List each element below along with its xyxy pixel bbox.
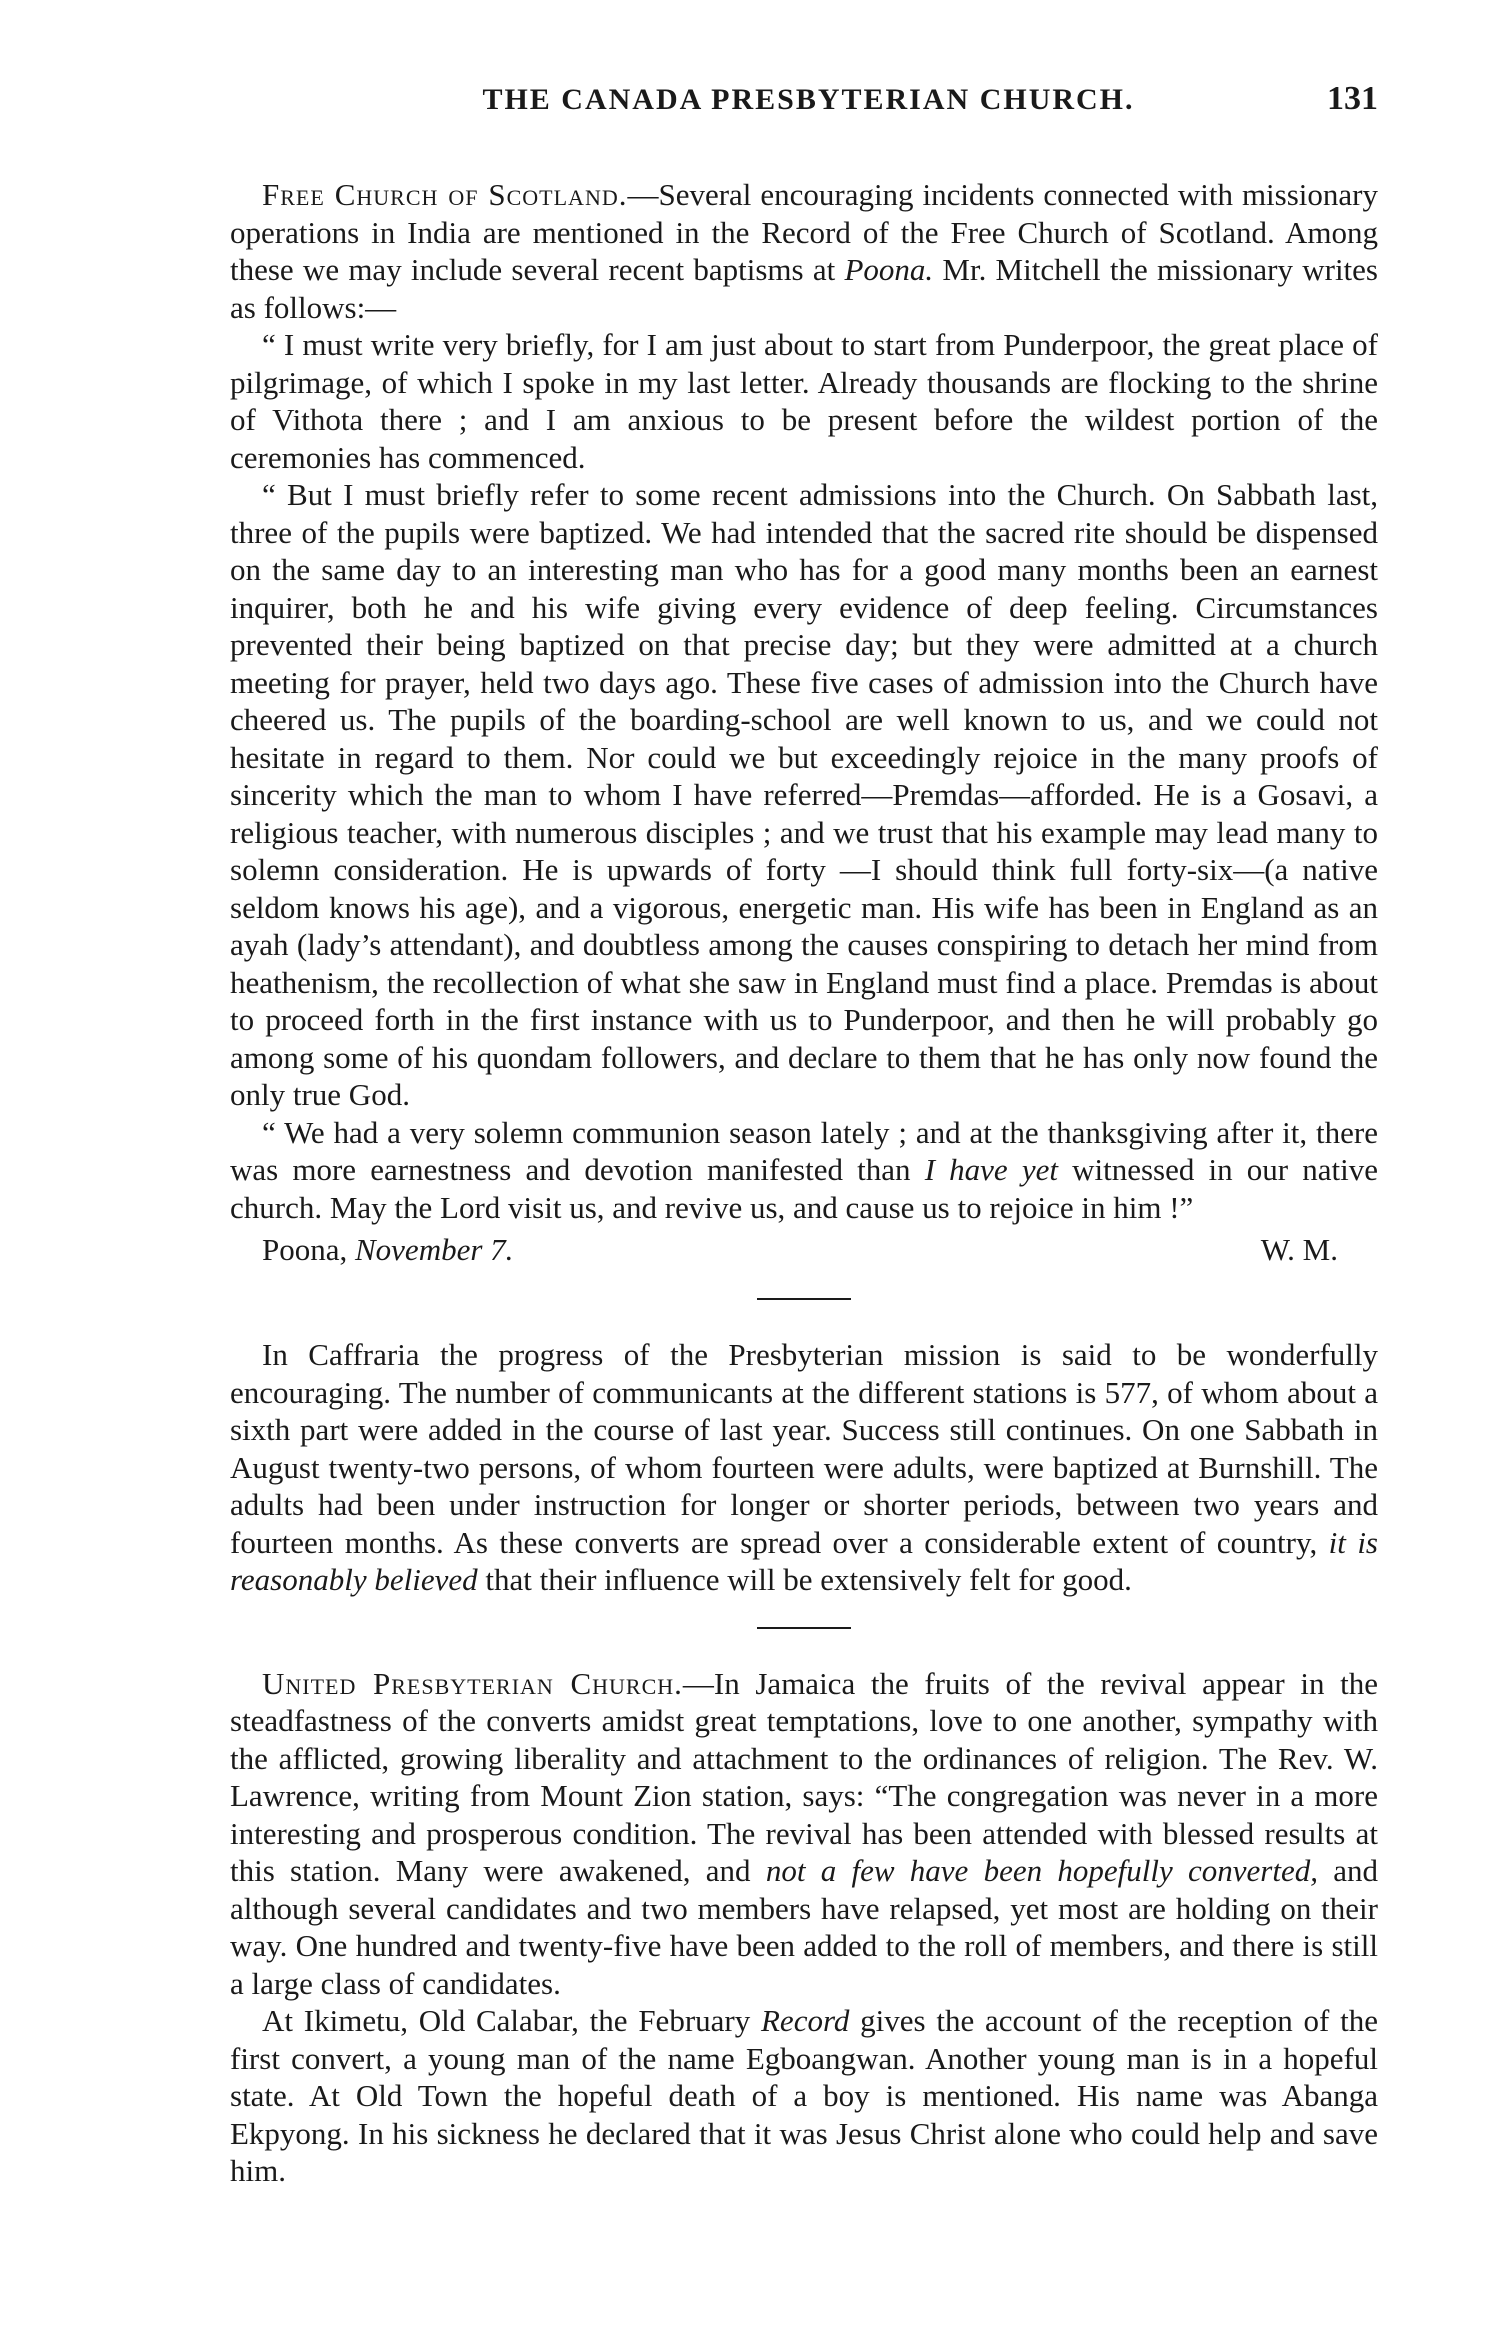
signoff-date: November 7. [355,1232,514,1267]
section-divider-1 [757,1298,851,1300]
united-para-1-start: —In Jamaica the fruits of the revival appear in the steadfastness of the converts amidst great temptations, love to one another, sympathy with the afflicted, growing liberality and attachment to the ordinances of religion. The Rev. W. Lawrence, writing from Mount Zion station, says: “The congregation was never in a more interesting and prosperous condition. The revival has been attended with blessed results at this station. Many were awakened, and [230,1665,1379,1888]
caffraria-section [230,1336,1378,1599]
running-header [230,80,1378,136]
united-para-1-italic: not a few have been hopefully converted, [765,1853,1318,1888]
free-church-intro-paragraph [230,176,1378,326]
page-number: 131 [1327,80,1378,117]
free-church-intro-end: Mr. Mitchell the missionary writes as follows:— [230,252,1378,325]
running-title: THE CANADA PRESBYTERIAN CHURCH. [482,83,1135,116]
caffraria-text-italic: it is reasonably believed [230,1524,1378,1597]
united-para-2-start: At Ikimetu, Old Calabar, the February [262,2003,761,2038]
letter-quote-paragraph-1: “ I must write very briefly, for I am just about to start from Punderpoor, the great place of pilgrimage, of which I spoke in my last letter. Already thousands are flocking to the shrine of Vithota there ; and I am anxious to be present before the wildest portion of the ceremonies has commenced. [230,327,1378,475]
free-church-intro-text: —Several encouraging incidents connected with missionary operations in India are mentioned in the Record of the Free Church of Scotland. Among these we may include several recent baptisms at [230,177,1378,287]
united-para-2-italic: Record [761,2003,850,2038]
free-church-section [230,176,1378,1270]
book-page [230,80,1378,2190]
letter-quote-3-start: “ We had a very solemn communion season lately ; and at the thanksgiving after it, there was more earnestness and devotion manifested than [230,1114,1378,1187]
signoff-initials: W. M. [1260,1232,1338,1267]
free-church-heading: Free Church of Scotland. [262,177,628,212]
united-paragraph-1 [230,1665,1378,2003]
united-heading: United Presbyterian Church. [262,1665,683,1701]
letter-quote-3-italic: I have yet [924,1152,1058,1187]
signoff-place-date [262,1230,513,1270]
signoff-place: Poona, [262,1232,355,1267]
section-divider-2 [757,1627,851,1629]
caffraria-text-start: In Caffraria the progress of the Presbyterian mission is said to be wonderfully encouraging. The number of communicants at the different stations is 577, of whom about a sixth part were added in the course of last year. Success still continues. On one Sabbath in August twenty-two persons, of whom fourteen were adults, were baptized at Burnshill. The adults had been under instruction for longer or shorter periods, between two years and fourteen months. As these converts are spread over a considerable extent of country, [230,1337,1378,1560]
united-presbyterian-section [230,1665,1378,2190]
letter-quote-3-end: witnessed in our native church. May the Lord visit us, and revive us, and cause us to rejoice in him !” [230,1152,1378,1225]
letter-signoff [230,1230,1378,1270]
letter-quote-paragraph-3 [230,1114,1378,1227]
caffraria-paragraph [230,1336,1378,1599]
united-para-1-end: and although several candidates and two members have relapsed, yet most are holding on their way. One hundred and twenty-five have been added to the roll of members, and there is still a large class of candidates. [230,1853,1378,2001]
free-church-intro-place: Poona. [844,252,934,287]
caffraria-text-end: that their influence will be extensively felt for good. [477,1562,1132,1597]
letter-quote-paragraph-2: “ But I must briefly refer to some recent admissions into the Church. On Sabbath last, three of the pupils were baptized. We had intended that the sacred rite should be dispensed on the same day to an interesting man who has for a good many months been an earnest inquirer, both he and his wife giving every evidence of deep feeling. Circumstances prevented their being baptized on that precise day; but they were admitted at a church meeting for prayer, held two days ago. These five cases of admission into the Church have cheered us. The pupils of the boarding-school are well known to us, and we could not hesitate in regard to them. Nor could we but exceedingly rejoice in the many proofs of sincerity which the man to whom I have referred—Premdas—afforded. He is a Gosavi, a religious teacher, with numerous disciples ; and we trust that his example may lead many to solemn consideration. He is upwards of forty —I should think full forty-six—(a native seldom knows his age), and a vigorous, energetic man. His wife has been in England as an ayah (lady’s attendant), and doubtless among the causes conspiring to detach her mind from heathenism, the recollection of what she saw in England must find a place. Premdas is about to proceed forth in the first instance with us to Punderpoor, and then he will probably go among some of his quondam followers, and declare to them that he has only now found the only true God. [230,477,1378,1112]
united-para-2-end: gives the account of the reception of the first convert, a young man of the name Egboangwan. Another young man is in a hopeful state. At Old Town the hopeful death of a boy is mentioned. His name was Abanga Ekpyong. In his sickness he declared that it was Jesus Christ alone who could help and save him. [230,2003,1378,2188]
united-paragraph-2 [230,2002,1378,2190]
